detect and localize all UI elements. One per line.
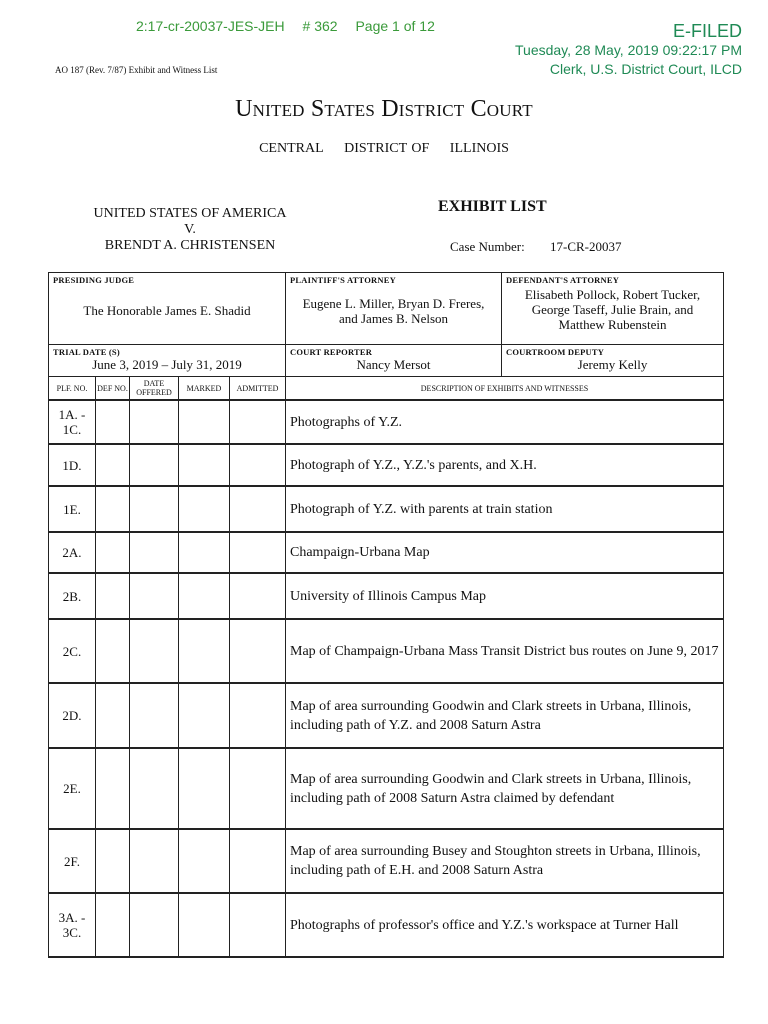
- col-description: DESCRIPTION OF EXHIBITS AND WITNESSES: [286, 377, 724, 401]
- exhibit-description: Photograph of Y.Z. with parents at train station: [286, 486, 724, 532]
- defendant-attorney-cell: [502, 273, 724, 345]
- exhibit-description: Map of area surrounding Goodwin and Clark streets in Urbana, Illinois, including path of 2008 Saturn Astra claimed by defendant: [286, 748, 724, 829]
- exhibit-description: Photographs of Y.Z.: [286, 400, 724, 444]
- efiled-stamp: [515, 21, 742, 79]
- trial-date-cell: [49, 345, 286, 377]
- courtroom-deputy-cell: [502, 345, 724, 377]
- exhibit-description: University of Illinois Campus Map: [286, 573, 724, 619]
- district-line: [0, 141, 768, 157]
- table-row: [49, 486, 724, 532]
- table-row: [49, 748, 724, 829]
- list-title: EXHIBIT LIST: [438, 198, 547, 215]
- exhibit-number: 3A. - 3C.: [49, 893, 96, 957]
- table-row: [49, 532, 724, 573]
- district-state: ILLINOIS: [449, 141, 509, 156]
- col-def-no: DEF NO.: [96, 377, 130, 401]
- exhibit-description: Map of area surrounding Busey and Stoughton streets in Urbana, Illinois, including path of E.H. and 2008 Saturn Astra: [286, 829, 724, 893]
- efiled-clerk: Clerk, U.S. District Court, ILCD: [549, 61, 742, 77]
- exhibit-description: Champaign-Urbana Map: [286, 532, 724, 573]
- form-id: AO 187 (Rev. 7/87) Exhibit and Witness List: [55, 65, 218, 75]
- table-row: [49, 400, 724, 444]
- efiled-datetime: Tuesday, 28 May, 2019 09:22:17 PM: [515, 42, 742, 58]
- case-id: 2:17-cr-20037-JES-JEH: [136, 18, 285, 34]
- table-row: [49, 444, 724, 486]
- docket-stamp: [136, 18, 449, 34]
- exhibit-number: 1E.: [49, 486, 96, 532]
- exhibit-number: 2F.: [49, 829, 96, 893]
- col-admitted: ADMITTED: [230, 377, 286, 401]
- table-row: [49, 683, 724, 748]
- case-number: [450, 239, 621, 255]
- exhibit-number: 2A.: [49, 532, 96, 573]
- efiled-label: E-FILED: [672, 21, 742, 41]
- versus: V.: [184, 222, 196, 237]
- trial-date-label: TRIAL DATE (S): [53, 347, 120, 357]
- exhibit-number: 2C.: [49, 619, 96, 683]
- document-number: # 362: [302, 18, 338, 34]
- presiding-judge-label: PRESIDING JUDGE: [53, 275, 135, 285]
- exhibit-description: Map of area surrounding Goodwin and Clark streets in Urbana, Illinois, including path of Y.Z. and 2008 Saturn Astra: [286, 683, 724, 748]
- exhibit-number: 2D.: [49, 683, 96, 748]
- col-date-offered: DATE OFFERED: [130, 377, 179, 401]
- exhibit-description: Map of Champaign-Urbana Mass Transit District bus routes on June 9, 2017: [286, 619, 724, 683]
- col-marked: MARKED: [179, 377, 230, 401]
- exhibit-description: Photographs of professor's office and Y.Z.'s workspace at Turner Hall: [286, 893, 724, 957]
- plaintiff-attorney-cell: [286, 273, 502, 345]
- plaintiff-attorney-value: Eugene L. Miller, Bryan D. Freres, and James B. Nelson: [302, 296, 485, 326]
- col-plf-no: PLF. NO.: [49, 377, 96, 401]
- court-reporter-label: COURT REPORTER: [290, 347, 373, 357]
- presiding-judge-cell: [49, 273, 286, 345]
- exhibit-number: 1D.: [49, 444, 96, 486]
- defendant-name: BRENDT A. CHRISTENSEN: [104, 238, 276, 253]
- table-row: [49, 619, 724, 683]
- court-title: United States District Court: [235, 96, 533, 122]
- courtroom-deputy-label: COURTROOM DEPUTY: [506, 347, 605, 357]
- exhibit-number: 2E.: [49, 748, 96, 829]
- case-number-value: 17-CR-20037: [549, 239, 622, 254]
- page-count: Page 1 of 12: [355, 18, 435, 34]
- district-region: CENTRAL: [259, 141, 324, 156]
- exhibit-number: 1A. - 1C.: [49, 400, 96, 444]
- table-row: [49, 573, 724, 619]
- table-row: [49, 829, 724, 893]
- defendant-attorney-value: Elisabeth Pollock, Robert Tucker, George Taseff, Julie Brain, and Matthew Rubenstein: [524, 287, 701, 332]
- district-of: DISTRICT OF: [344, 141, 430, 156]
- plaintiff-name: UNITED STATES OF AMERICA: [93, 206, 287, 221]
- trial-date-value: June 3, 2019 – July 31, 2019: [92, 357, 242, 372]
- exhibit-number: 2B.: [49, 573, 96, 619]
- presiding-judge-value: The Honorable James E. Shadid: [83, 303, 251, 318]
- header-table: [48, 272, 724, 377]
- case-caption: [90, 206, 290, 254]
- table-row: [49, 893, 724, 957]
- defendant-attorney-label: DEFENDANT'S ATTORNEY: [506, 275, 620, 285]
- exhibit-description: Photograph of Y.Z., Y.Z.'s parents, and X.H.: [286, 444, 724, 486]
- court-reporter-value: Nancy Mersot: [356, 357, 431, 372]
- courtroom-deputy-value: Jeremy Kelly: [577, 357, 648, 372]
- case-number-label: Case Number:: [450, 239, 525, 254]
- plaintiff-attorney-label: PLAINTIFF'S ATTORNEY: [290, 275, 396, 285]
- court-reporter-cell: [286, 345, 502, 377]
- exhibit-table: [48, 376, 724, 958]
